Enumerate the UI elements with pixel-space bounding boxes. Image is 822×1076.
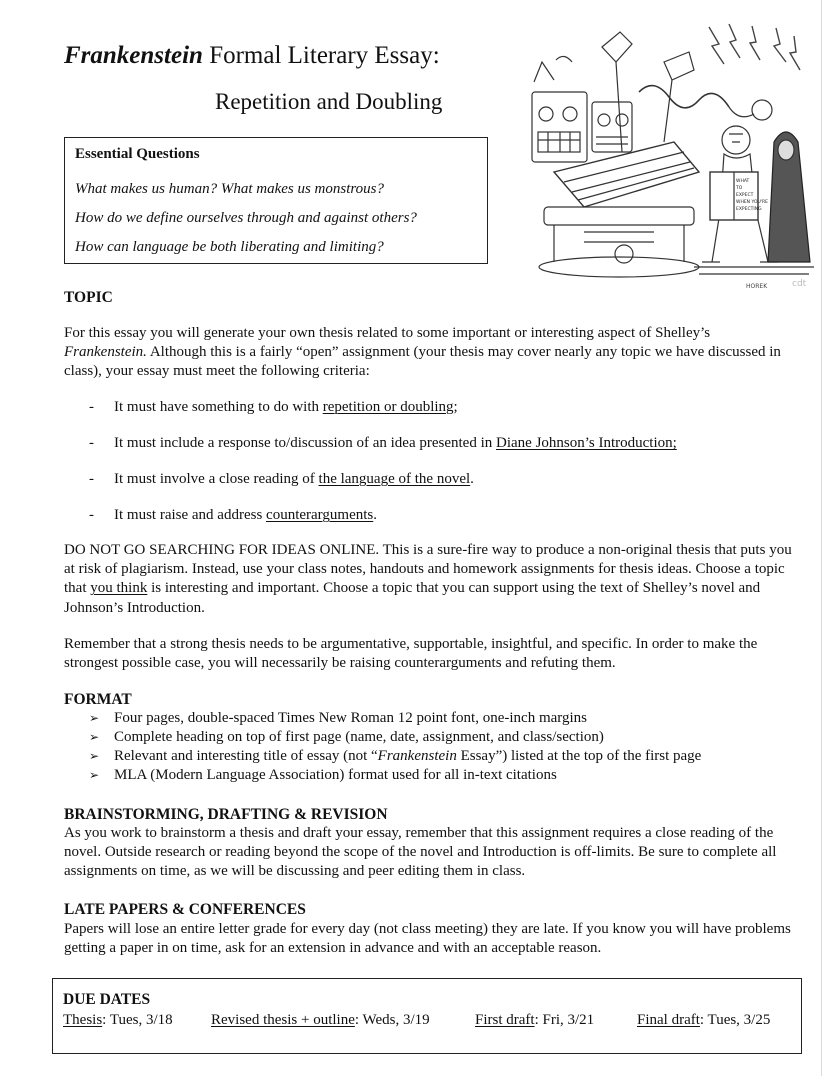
electrode-shape bbox=[602, 32, 632, 62]
due-dates-heading: DUE DATES bbox=[63, 991, 151, 1008]
cartoon-signature: HOREK bbox=[746, 283, 768, 290]
book-sign-line: TO bbox=[736, 186, 743, 191]
essential-question: How can language be both liberating and limiting? bbox=[75, 239, 384, 255]
electrode-shape bbox=[664, 52, 694, 80]
arrow-bullet-icon: ➢ bbox=[89, 749, 100, 763]
format-item bbox=[89, 766, 557, 785]
essential-question: What makes us human? What makes us monstrous? bbox=[75, 181, 385, 197]
due-date-value: : Fri, 3/21 bbox=[534, 1012, 595, 1028]
remember-paragraph: Remember that a strong thesis needs to be argumentative, supportable, insightful, and specific. In order to make the strongest possible case, you will necessarily be raising counterarguments and refuting them. bbox=[64, 636, 758, 672]
arrow-bullet-icon: ➢ bbox=[89, 711, 100, 725]
topic-intro-text: For this essay you will generate your own thesis related to some important or interesting aspect of Shelley’s bbox=[64, 325, 711, 341]
document-title bbox=[64, 40, 440, 72]
warning-text: DO NOT GO SEARCHING FOR IDEAS ONLINE. This is a sure-fire way to produce a non-original thesis that puts you at risk of plagiarism. Instead, use your class notes, handouts and homework assignments for thesis ideas. Choose a topic that bbox=[64, 542, 792, 597]
format-item-text: MLA (Modern Language Association) format used for all in-text citations bbox=[114, 767, 557, 783]
late-papers-heading: LATE PAPERS & CONFERENCES bbox=[64, 901, 306, 918]
due-date-value: : Tues, 3/18 bbox=[102, 1012, 173, 1028]
cartoon-watermark: cdt bbox=[792, 279, 807, 289]
criteria-text: . bbox=[373, 507, 377, 523]
format-item bbox=[89, 709, 587, 728]
title-rest: Formal Literary Essay: bbox=[209, 42, 440, 69]
scientist-figure bbox=[722, 126, 750, 154]
due-date-label: Revised thesis + outline bbox=[211, 1012, 355, 1028]
brainstorming-paragraph: As you work to brainstorm a thesis and draft your essay, remember that this assignment requires a close reading of the novel. Outside research or reading beyond the scope of the novel and Introduction is off-limits. Be sure to complete all assignments on time, as we will be discussing and peer editing them in class. bbox=[64, 825, 777, 880]
due-date-label: First draft bbox=[475, 1012, 535, 1028]
dash-marker: - bbox=[89, 507, 94, 523]
criteria-text: ; bbox=[453, 399, 458, 415]
criteria-text: It must have something to do with bbox=[114, 399, 323, 415]
warning-paragraph bbox=[64, 541, 794, 618]
criteria-item bbox=[89, 434, 677, 453]
format-item-italic: Frankenstein bbox=[377, 748, 457, 764]
warning-text-2: is interesting and important. Choose a topic that you can support using the text of Shelley’s novel and Johnson’s Introduction. bbox=[64, 580, 761, 616]
book-sign-line: EXPECT bbox=[736, 193, 754, 198]
format-item-text: Four pages, double-spaced Times New Roman 12 point font, one-inch margins bbox=[114, 710, 587, 726]
essential-questions-heading: Essential Questions bbox=[75, 146, 200, 162]
due-dates-box bbox=[52, 978, 802, 1054]
due-date-label: Thesis bbox=[63, 1012, 103, 1028]
frankenstein-lab-cartoon bbox=[524, 22, 816, 294]
dash-marker: - bbox=[89, 399, 94, 415]
due-date-value: : Tues, 3/25 bbox=[699, 1012, 771, 1028]
criteria-underlined: Diane Johnson’s Introduction; bbox=[496, 435, 677, 451]
essential-question: How do we define ourselves through and against others? bbox=[75, 210, 417, 226]
criteria-underlined: counterarguments bbox=[266, 507, 374, 523]
topic-intro-italic: Frankenstein. bbox=[64, 344, 147, 361]
document-subtitle: Repetition and Doubling bbox=[215, 89, 443, 114]
due-date-item bbox=[637, 1011, 770, 1030]
criteria-text: It must raise and address bbox=[114, 507, 267, 523]
due-date-item bbox=[475, 1011, 594, 1030]
book-sign-line: WHAT bbox=[736, 179, 750, 184]
arrow-bullet-icon: ➢ bbox=[89, 730, 100, 744]
due-date-item bbox=[211, 1011, 430, 1030]
warning-underlined: you think bbox=[90, 580, 148, 597]
dash-marker: - bbox=[89, 471, 94, 487]
dash-marker: - bbox=[89, 435, 94, 451]
lightning-icon bbox=[709, 24, 800, 70]
criteria-item bbox=[89, 506, 377, 525]
due-date-value: : Weds, 3/19 bbox=[354, 1012, 430, 1028]
criteria-text: It must involve a close reading of bbox=[114, 471, 319, 487]
late-papers-paragraph: Papers will lose an entire letter grade for every day (not class meeting) they are late. If you know you will have problems getting a paper in on time, ask for an extension in advance and with an acceptable reason. bbox=[64, 921, 791, 957]
format-heading: FORMAT bbox=[64, 691, 132, 708]
essential-questions-box bbox=[64, 137, 488, 264]
title-italic: Frankenstein bbox=[64, 42, 203, 69]
format-item-text: Complete heading on top of first page (name, date, assignment, and class/section) bbox=[114, 729, 604, 745]
criteria-text: . bbox=[470, 471, 474, 487]
brainstorming-heading: BRAINSTORMING, DRAFTING & REVISION bbox=[64, 806, 388, 823]
topic-heading: TOPIC bbox=[64, 289, 113, 306]
book-sign-line: EXPECTING bbox=[736, 207, 762, 212]
format-item-text: Relevant and interesting title of essay (not “ bbox=[114, 748, 378, 764]
criteria-text: It must include a response to/discussion of an idea presented in bbox=[114, 435, 496, 451]
format-item bbox=[89, 728, 604, 747]
arrow-bullet-icon: ➢ bbox=[89, 768, 100, 782]
format-item bbox=[89, 747, 701, 766]
due-date-label: Final draft bbox=[637, 1012, 700, 1028]
format-item-text: Essay”) listed at the top of the first page bbox=[456, 748, 702, 764]
book-sign-line: WHEN YOU'RE bbox=[736, 200, 769, 205]
topic-intro-text-2: Although this is a fairly “open” assignment (your thesis may cover nearly any topic we have discussed in class), your essay must meet the following criteria: bbox=[64, 344, 781, 380]
due-date-item bbox=[63, 1011, 173, 1030]
criteria-underlined: repetition or doubling bbox=[322, 399, 454, 415]
criteria-underlined: the language of the novel bbox=[318, 471, 471, 487]
topic-intro bbox=[64, 324, 794, 382]
criteria-item bbox=[89, 398, 458, 417]
criteria-item bbox=[89, 470, 474, 489]
